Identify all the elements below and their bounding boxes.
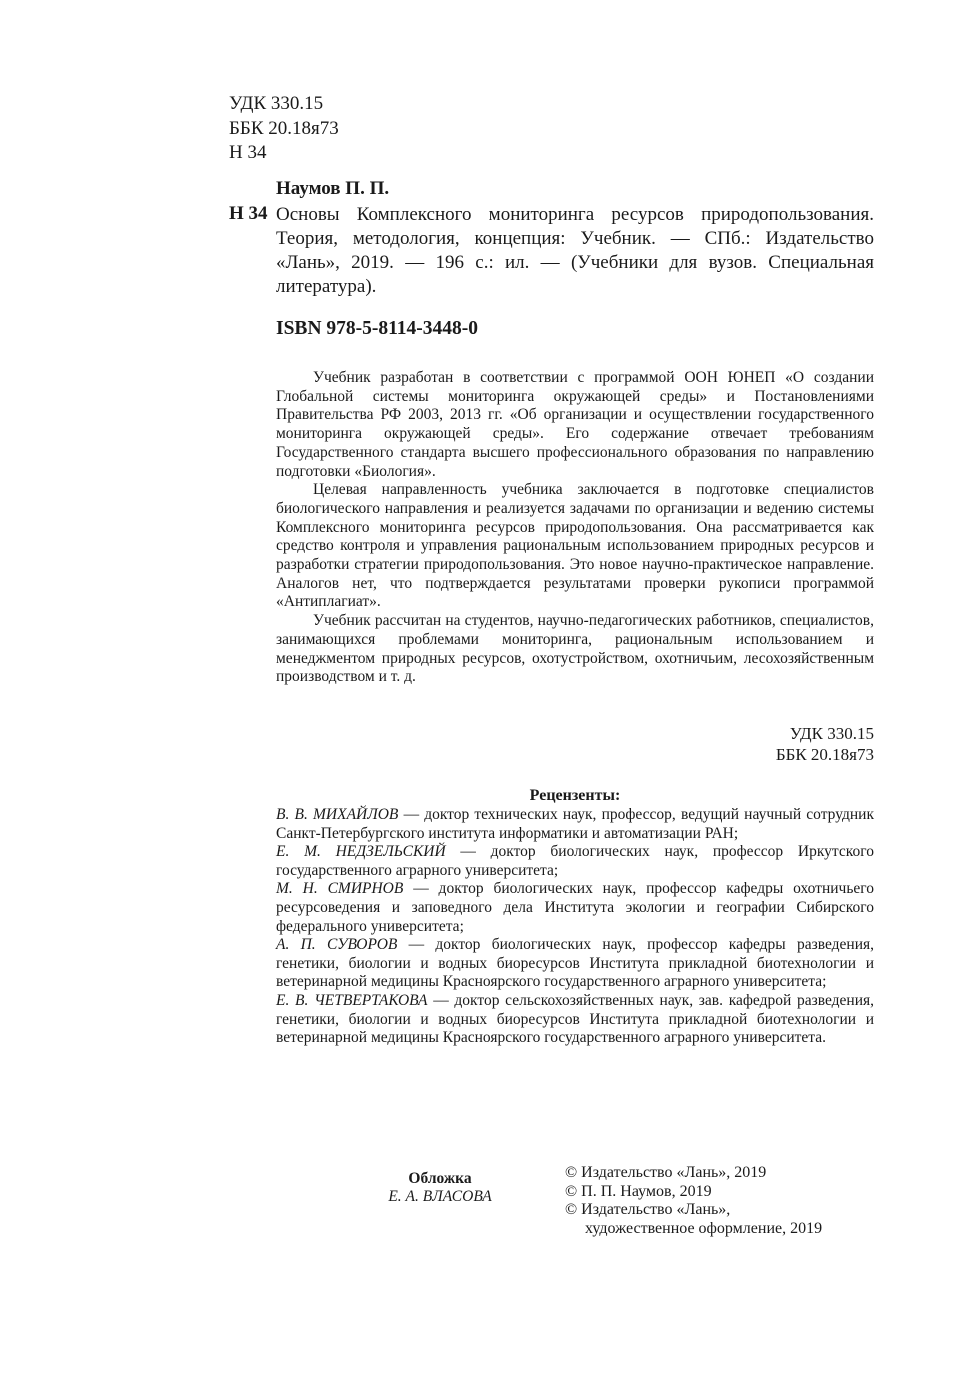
copyright-block — [565, 1164, 822, 1238]
reviewer-credentials: — доктор биологических наук, профессор Иркутского государственного аграрного университета; — [276, 843, 874, 879]
reviewer-entry — [276, 880, 874, 936]
copyright-line: © Издательство «Лань», 2019 — [565, 1164, 767, 1181]
abstract-paragraph: Учебник рассчитан на студентов, научно-педагогических работников, специалистов, занимающихся проблемами мониторинга, рациональным использованием и менеджментом природных ресурсов, охотустройством, охотничьим, лесохозяйственным производством и т. д. — [276, 612, 874, 686]
reviewer-entry — [276, 806, 874, 843]
abstract — [276, 369, 874, 687]
reviewer-credentials: — доктор биологических наук, профессор кафедры охотничьего ресурсоведения и заповедного дела Института экологии и географии Сибирского федерального университета; — [276, 880, 874, 935]
classification-codes-bottom — [660, 724, 874, 765]
reviewers-title: Рецензенты: — [529, 787, 621, 804]
reviewers-list — [276, 806, 874, 1048]
reviewer-credentials: — доктор технических наук, профессор, ведущий научный сотрудник Санкт-Петербургского института информатики и автоматизации РАН; — [276, 806, 874, 842]
entry-author-mark: Н 34 — [229, 203, 268, 224]
copyright-line: художественное оформление, 2019 — [585, 1219, 823, 1237]
reviewer-name: В. В. МИХАЙЛОВ — [276, 806, 399, 823]
udk-code: УДК 330.15 — [229, 93, 324, 114]
reviewer-credentials: — доктор сельскохозяйственных наук, зав. кафедрой разведения, генетики, биологии и водных биоресурсов Института прикладной биотехнологии и ветеринарной медицины Красноярского государственного аграрного университета. — [276, 991, 875, 1047]
author-name: Наумов П. П. — [276, 178, 390, 199]
reviewer-credentials: — доктор биологических наук, профессор кафедры разведения, генетики, биологии и водных биоресурсов Института прикладной биотехнологии и ветеринарной медицины Красноярского государственного аграрного университета; — [276, 936, 875, 991]
reviewer-name: Е. М. НЕДЗЕЛЬСКИЙ — [276, 843, 446, 861]
copyright-line: © П. П. Наумов, 2019 — [565, 1182, 712, 1200]
reviewer-entry — [276, 843, 874, 880]
bibliographic-description: Основы Комплексного мониторинга ресурсов природопользования. Теория, методология, концепция: Учебник. — СПб.: Издательство «Лань», 2019. — 196 с.: ил. — (Учебники для вузов. Специальная литература). — [276, 204, 874, 297]
cover-credit — [360, 1170, 520, 1206]
author-mark: Н 34 — [229, 142, 267, 163]
copyright-line: © Издательство «Лань», — [565, 1201, 731, 1219]
reviewer-name: Е. В. ЧЕТВЕРТАКОВА — [276, 991, 428, 1009]
abstract-paragraph: Целевая направленность учебника заключается в подготовке специалистов биологического направления и реализуется задачами по организации и ведению системы Комплексного мониторинга ресурсов природопользования. Она рассматривается как средство контроля и управления рациональным использованием природных ресурсов и разработки стратегии природопользования. Это новое научно-практическое направление. Аналогов нет, что подтверждается результатами проверки рукописи программой «Антиплагиат». — [276, 481, 874, 611]
cover-label: Обложка — [408, 1170, 472, 1187]
reviewer-entry — [276, 936, 874, 992]
reviewer-name: М. Н. СМИРНОВ — [276, 880, 404, 898]
bbk-code: ББК 20.18я73 — [775, 744, 874, 764]
abstract-paragraph: Учебник разработан в соответствии с программой ООН ЮНЕП «О создании Глобальной системы мониторинга окружающей среды» и Постановлениями Правительства РФ 2003, 2013 гг. «Об организации и осуществлении государственного мониторинга окружающей среды». Его содержание отвечает требованиям Государственного стандарта высшего профессионального образования по направлению подготовки «Биология». — [276, 369, 874, 480]
cover-designer: Е. А. ВЛАСОВА — [388, 1188, 492, 1205]
reviewer-entry — [276, 992, 874, 1048]
bbk-code: ББК 20.18я73 — [229, 117, 339, 139]
reviewer-name: А. П. СУВОРОВ — [276, 936, 398, 954]
isbn: ISBN 978-5-8114-3448-0 — [276, 318, 479, 339]
classification-codes — [229, 92, 339, 166]
udk-code: УДК 330.15 — [789, 724, 874, 743]
